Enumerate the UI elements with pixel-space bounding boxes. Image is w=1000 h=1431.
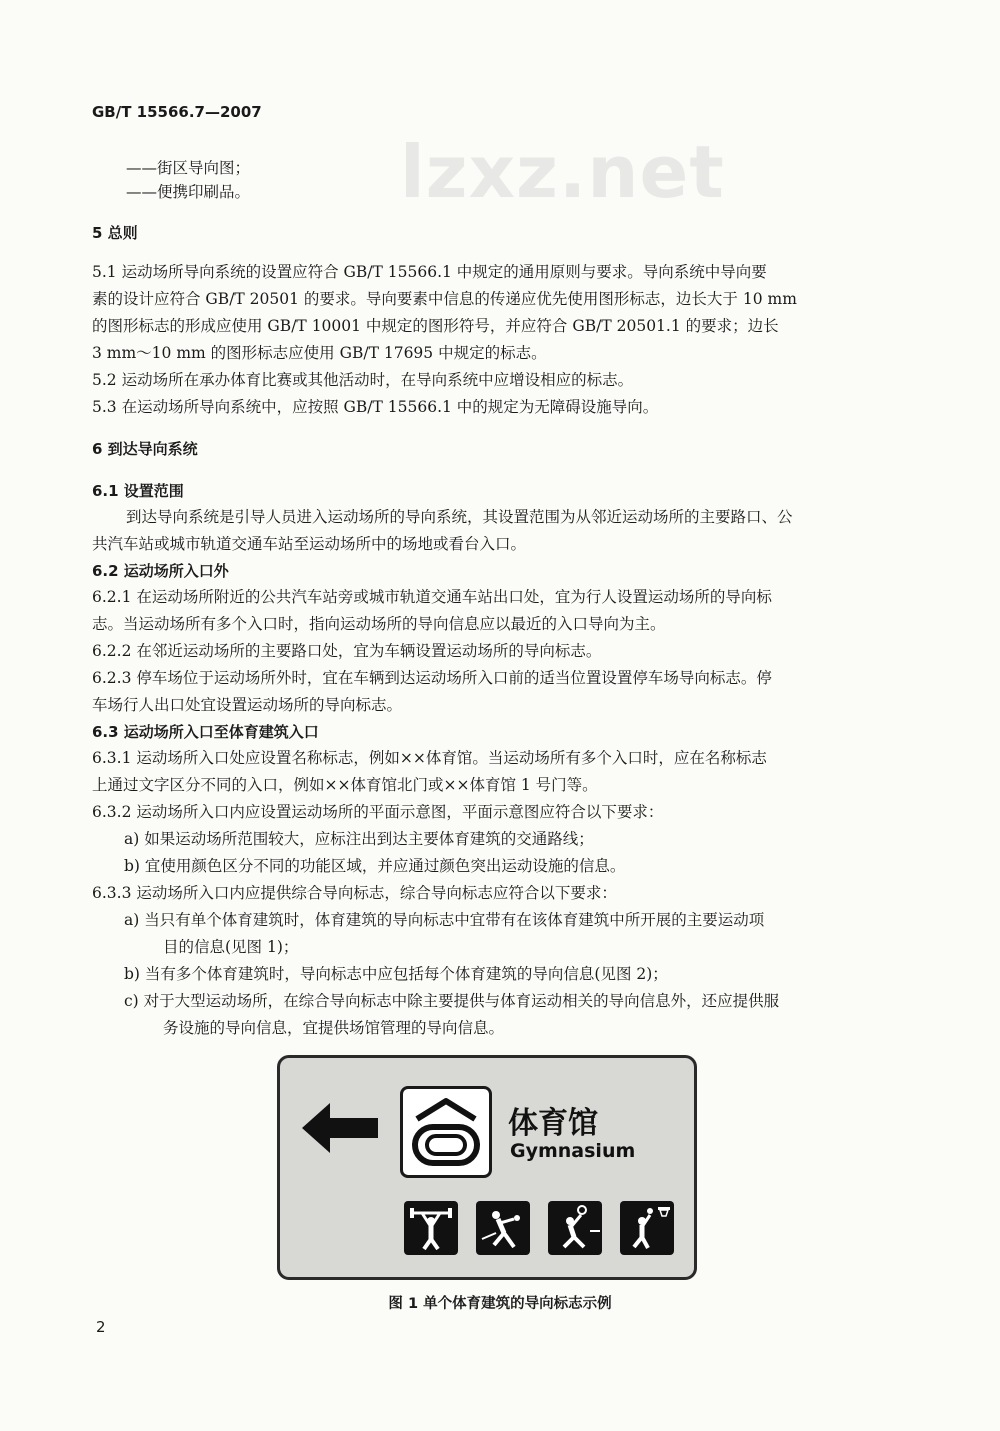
left-arrow-icon	[302, 1103, 378, 1153]
paragraph-line: 上通过文字区分不同的入口，例如××体育馆北门或××体育馆 1 号门等。	[92, 776, 598, 794]
list-item: c) 对于大型运动场所，在综合导向标志中除主要提供与体育运动相关的导向信息外，还应提供服	[124, 992, 780, 1010]
list-item-continuation: 目的信息(见图 1)；	[163, 938, 299, 956]
watermark: lzxz.net	[400, 130, 725, 214]
paragraph-line: 志。当运动场所有多个入口时，指向运动场所的导向信息应以最近的入口导向为主。	[92, 615, 666, 633]
sign-title: 体育馆	[508, 1106, 598, 1141]
paragraph-line: 6.2.1 在运动场所附近的公共汽车站旁或城市轨道交通车站出口处，宜为行人设置运动场所的导向标	[92, 588, 772, 606]
paragraph-line: 的图形标志的形成应使用 GB/T 10001 中规定的图形符号，并应符合 GB/T 20501.1 的要求；边长	[92, 317, 779, 335]
page-number: 2	[96, 1318, 106, 1336]
document-id: GB/T 15566.7—2007	[92, 103, 262, 121]
paragraph-line: 6.3.2 运动场所入口内应设置运动场所的平面示意图，平面示意图应符合以下要求：	[92, 803, 664, 821]
paragraph-line: 6.3.3 运动场所入口内应提供综合导向标志，综合导向标志应符合以下要求：	[92, 884, 617, 902]
figure-caption: 图 1 单个体育建筑的导向标志示例	[388, 1296, 612, 1312]
list-item: b) 当有多个体育建筑时，导向标志中应包括每个体育建筑的导向信息(见图 2)；	[124, 965, 668, 983]
list-item: b) 宜使用颜色区分不同的功能区域，并应通过颜色突出运动设施的信息。	[124, 857, 626, 875]
paragraph-line: 3 mm～10 mm 的图形标志应使用 GB/T 17695 中规定的标志。	[92, 344, 547, 362]
sign-subtitle: Gymnasium	[510, 1140, 636, 1162]
section-heading: 6 到达导向系统	[92, 440, 198, 458]
paragraph-line: 6.2.3 停车场位于运动场所外时，宜在车辆到达运动场所入口前的适当位置设置停车场导向标志。停	[92, 669, 772, 687]
volleyball-icon	[548, 1201, 602, 1255]
paragraph-line: 6.2.2 在邻近运动场所的主要路口处，宜为车辆设置运动场所的导向标志。	[92, 642, 602, 660]
paragraph-line: 共汽车站或城市轨道交通车站至运动场所中的场地或看台入口。	[92, 535, 527, 553]
paragraph-line: 5.3 在运动场所导向系统中，应按照 GB/T 15566.1 中的规定为无障碍设施导向。	[92, 398, 659, 416]
paragraph-line: 到达导向系统是引导人员进入运动场所的导向系统，其设置范围为从邻近运动场所的主要路口、公	[126, 508, 793, 526]
list-item: a) 如果运动场所范围较大，应标注出到达主要体育建筑的交通路线；	[124, 830, 594, 848]
subsection-heading: 6.1 设置范围	[92, 482, 184, 500]
stadium-track-icon	[400, 1086, 492, 1178]
list-item-continuation: 务设施的导向信息，宜提供场馆管理的导向信息。	[163, 1019, 505, 1037]
subsection-heading: 6.3 运动场所入口至体育建筑入口	[92, 723, 319, 741]
paragraph-line: 5.2 运动场所在承办体育比赛或其他活动时，在导向系统中应增设相应的标志。	[92, 371, 634, 389]
paragraph-line: 车场行人出口处宜设置运动场所的导向标志。	[92, 696, 403, 714]
list-item: ——街区导向图；	[126, 159, 251, 177]
list-item: a) 当只有单个体育建筑时，体育建筑的导向标志中宜带有在该体育建筑中所开展的主要运动项	[124, 911, 765, 929]
basketball-icon	[620, 1201, 674, 1255]
paragraph-line: 6.3.1 运动场所入口处应设置名称标志，例如××体育馆。当运动场所有多个入口时，应在名称标志	[92, 749, 767, 767]
gymnasium-sign-figure	[277, 1055, 697, 1280]
weightlifting-icon	[404, 1201, 458, 1255]
table-tennis-icon	[476, 1201, 530, 1255]
list-item: ——便携印刷品。	[126, 183, 251, 201]
section-heading: 5 总则	[92, 224, 138, 242]
subsection-heading: 6.2 运动场所入口外	[92, 562, 229, 580]
paragraph-line: 5.1 运动场所导向系统的设置应符合 GB/T 15566.1 中规定的通用原则与要求。导向系统中导向要	[92, 263, 767, 281]
paragraph-line: 素的设计应符合 GB/T 20501 的要求。导向要素中信息的传递应优先使用图形标志，边长大于 10 mm	[92, 290, 797, 308]
